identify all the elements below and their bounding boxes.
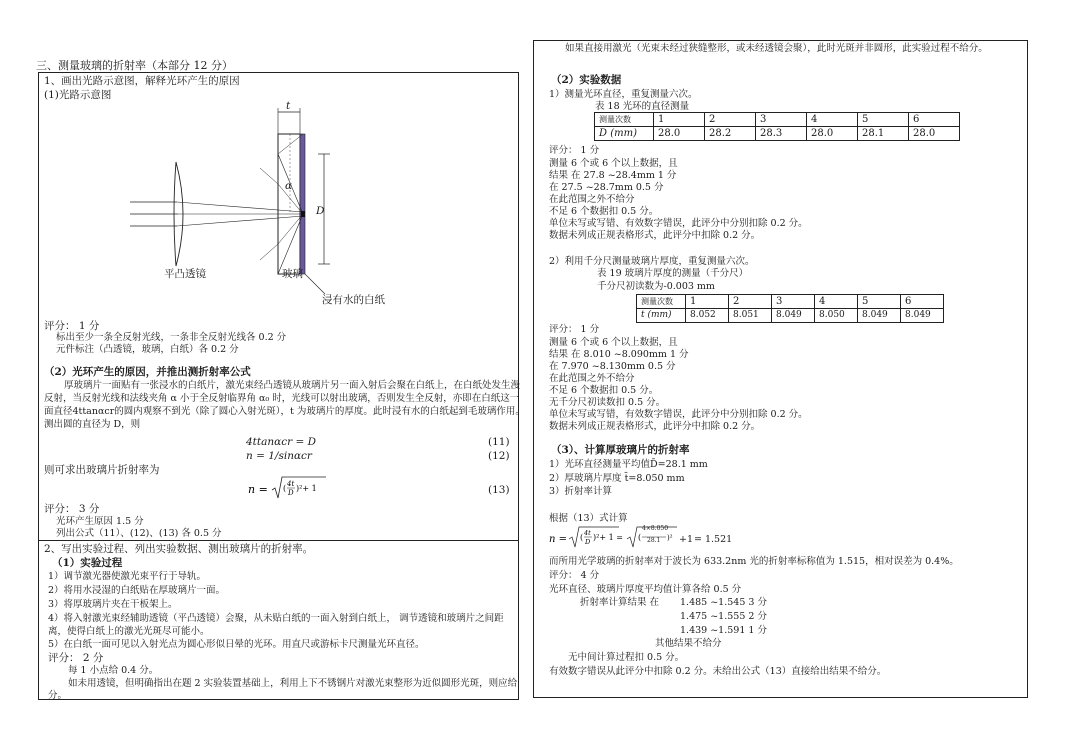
eq-11: 4ttanαcr = D <box>246 436 317 448</box>
score3-line-1: 光环产生原因 1.5 分 <box>56 516 144 527</box>
table-cell: 8.049 <box>901 309 944 323</box>
svg-text:(: ( <box>638 533 642 542</box>
top-note: 如果直接用激光（光束未经过狭缝整形，或未经透镜会聚），此时光斑并非圆形，此实验过程不给分。 <box>565 43 988 54</box>
left-divider <box>38 540 519 541</box>
s2-heading: 2、写出实验过程、列出实验数据、测出玻璃片的折射率。 <box>44 543 314 555</box>
table-row <box>595 113 960 127</box>
label-alpha: α <box>285 180 293 192</box>
svg-text:D: D <box>288 489 294 497</box>
svg-text:4t: 4t <box>287 480 295 488</box>
table-cell: 8.049 <box>772 309 815 323</box>
n-range-2: 1.475 ~1.555 2 分 <box>680 611 767 622</box>
basis: 根据（13）式计算 <box>549 513 628 524</box>
table-cell: 28.0 <box>807 127 858 141</box>
eq-11-no: (11) <box>488 436 510 448</box>
para-line-1: 厚玻璃片一面贴有一张浸水的白纸片，激光束经凸透镜从玻璃片另一面入射后会聚在白纸上，在白纸处发生漫 <box>64 380 521 391</box>
section-title: 三、测量玻璃的折射率（本部分 12 分） <box>36 59 233 72</box>
step-5: 5）在白纸一面可见以入射光点为圆心形似日晕的光环。用直尺或游标卡尺测量光环直径。 <box>48 639 425 650</box>
score-a-4: 在此范围之外不给分 <box>549 194 635 205</box>
table-cell: 3 <box>772 295 815 309</box>
calc-line-1: 1）光环直径测量平均值D̄=28.1 mm <box>549 459 708 470</box>
s2-score-title: 评分： 2 分 <box>48 652 104 664</box>
table-cell: 8.052 <box>686 309 729 323</box>
other: 其他结果不给分 <box>655 638 722 649</box>
score1-line-1: 标出至少一条全反射光线，一条非全反射光线各 0.2 分 <box>56 332 287 343</box>
score-a-1: 测量 6 个或 6 个以上数据，且 <box>549 158 678 169</box>
table-cell: 4 <box>807 113 858 127</box>
then-text: 则可求出玻璃片折射率为 <box>44 464 160 476</box>
score-a-3: 在 27.5 ~28.7mm 0.5 分 <box>549 182 664 193</box>
step-1: 1）调节激光器使激光束平行于导轨。 <box>48 571 207 582</box>
svg-text:4t: 4t <box>584 529 591 537</box>
table-cell: 6 <box>901 295 944 309</box>
table-cell: 28.1 <box>858 127 909 141</box>
frac-den: 28.1 <box>647 537 661 544</box>
calc-line-3: 3）折射率计算 <box>549 486 613 497</box>
s2-sub1: （1）实验过程 <box>52 557 123 569</box>
t19-caption: 表 19 玻璃片厚度的测量（千分尺） <box>597 268 749 279</box>
frac-num: 4×8.050 <box>642 525 669 532</box>
svg-text:(: ( <box>580 533 584 542</box>
score1-line-2: 元件标注（凸透镜，玻璃，白纸）各 0.2 分 <box>56 344 239 355</box>
svg-text:)²+ 1 =: )²+ 1 = <box>593 533 623 542</box>
s2-score-cont: 分。 <box>48 690 68 701</box>
score-b-2: 结果 在 8.010 ~8.090mm 1 分 <box>549 349 689 360</box>
para-line-4: 测出圆的直径为 D，则 <box>44 419 141 430</box>
eq-12-no: (12) <box>488 450 510 462</box>
s2-score-line-1: 每 1 小点给 0.4 分。 <box>68 665 159 676</box>
eq-12: n = 1/sinαcr <box>246 450 312 462</box>
para-line-2: 反射，当反射光线和法线夹角 α 小于全反射临界角 α₀ 时，光线可以射出玻璃，否则发生全反射，亦即在白纸这一 <box>44 393 520 404</box>
label-t: t <box>286 100 291 112</box>
t19-init: 千分尺初读数为-0.003 mm <box>597 281 715 292</box>
table-cell: 3 <box>756 113 807 127</box>
score1-title: 评分： 1 分 <box>44 320 100 332</box>
step-3: 3）将厚玻璃片夹在干板架上。 <box>48 599 178 610</box>
table-cell: 6 <box>909 113 960 127</box>
table-18 <box>594 112 960 141</box>
s1-sub1: (1)光路示意图 <box>44 89 112 101</box>
score-a-0: 评分： 1 分 <box>549 145 600 156</box>
s1-heading: 1、画出光路示意图，解释光环产生的原因 <box>44 75 240 87</box>
table-cell: 8.049 <box>858 309 901 323</box>
eq-13-no: (13) <box>488 484 510 496</box>
svg-text:)²: )² <box>667 534 673 542</box>
table-cell: 8.050 <box>815 309 858 323</box>
table-row <box>595 127 960 141</box>
score-b-0: 评分： 1 分 <box>549 324 600 335</box>
table-cell: 2 <box>729 295 772 309</box>
t18-caption: 表 18 光环的直径测量 <box>595 101 690 112</box>
score3-title: 评分： 3 分 <box>44 503 100 515</box>
para-line-3: 面直径4ttanαcr的圆内观察不到光（除了圆心入射光斑），t 为玻璃片的厚度。此时浸有水的白纸起到毛玻璃作用。 <box>44 406 525 417</box>
label-lens: 平凸透镜 <box>164 268 206 280</box>
score-a-2: 结果 在 27.8 ~28.4mm 1 分 <box>549 170 677 181</box>
score-b-4: 在此范围之外不给分 <box>549 373 635 384</box>
table-cell: 28.0 <box>909 127 960 141</box>
table-cell: 8.051 <box>729 309 772 323</box>
n-range-1: 1.485 ~1.545 3 分 <box>680 597 767 608</box>
n-range-3: 1.439 ~1.591 1 分 <box>680 625 767 636</box>
d1-title: 1）测量光环直径，重复测量六次。 <box>549 89 698 100</box>
score-c-0: 评分： 4 分 <box>549 570 600 581</box>
score-b-7: 单位未写或写错，有效数字错误，此评分中分别扣除 0.2 分。 <box>549 409 808 420</box>
table-cell: 测量次数 <box>595 113 654 127</box>
label-glass: 玻璃 <box>282 268 303 280</box>
frac-tail: +1 <box>679 534 694 545</box>
svg-text:n =: n = <box>248 483 268 496</box>
step-4: 4）将入射激光束经辅助透镜（平凸透镜）会聚，从未贴白纸的一面入射到白纸上， 调节透镜和玻璃片之间距 <box>48 613 504 624</box>
s2-score-line-2: 如未用透镜，但明确指出在题 2 实验装置基础上，利用上下不锈钢片对激光束整形为近似圆形光斑，则应给 <box>68 678 518 689</box>
svg-text:n =: n = <box>549 534 567 545</box>
calc-heading: （3）、计算厚玻璃片的折射率 <box>551 444 690 456</box>
table-cell: 1 <box>686 295 729 309</box>
svg-text:)²+ 1: )²+ 1 <box>296 484 317 493</box>
score-b-8: 数据未列成正规表格形式，此评分中扣除 0.2 分。 <box>549 421 761 432</box>
eq-13-formula <box>248 474 328 504</box>
score-b-1: 测量 6 个或 6 个以上数据，且 <box>549 337 678 348</box>
svg-text:(: ( <box>283 484 287 493</box>
score-c-1: 光环直径、玻璃片厚度平均值计算各给 0.5 分 <box>549 584 742 595</box>
svg-text:D: D <box>585 538 591 546</box>
table-cell: 1 <box>654 113 705 127</box>
d2-title: 2）利用千分尺测量玻璃片厚度，重复测量六次。 <box>549 256 755 267</box>
table-cell: 2 <box>705 113 756 127</box>
table-cell: 28.0 <box>654 127 705 141</box>
table-row <box>637 309 944 323</box>
table-cell: 28.3 <box>756 127 807 141</box>
step-4b: 离，使得白纸上的激光光斑尽可能小。 <box>48 626 210 637</box>
calc-line-2: 2）厚玻璃片厚度 t̄=8.050 mm <box>549 473 685 484</box>
s1-sub2: （2）光环产生的原因，并推出测折射率公式 <box>44 366 251 378</box>
table-cell: t (mm) <box>637 309 686 323</box>
score-a-6: 单位未写或写错、有效数字错误，此评分中分别扣除 0.2 分。 <box>549 218 808 229</box>
last-line: 有效数字错误从此评分中扣除 0.2 分。未给出公式（13）直接给出结果不给分。 <box>549 666 887 677</box>
score-a-5: 不足 6 个数据扣 0.5 分。 <box>549 206 659 217</box>
no-proc: 无中间计算过程扣 0.5 分。 <box>568 652 685 663</box>
compare: 而所用光学玻璃的折射率对于波长为 633.2nm 光的折射率标称值为 1.515，相对误差为 0.4%。 <box>549 556 959 567</box>
table-cell: 28.2 <box>705 127 756 141</box>
score-a-7: 数据未列成正规表格形式，此评分中扣除 0.2 分。 <box>549 230 761 241</box>
score3-line-2: 列出公式（11）、(12)、(13) 各 0.5 分 <box>56 528 222 539</box>
table-cell: 5 <box>858 113 909 127</box>
score-b-3: 在 7.970 ~8.130mm 0.5 分 <box>549 361 676 372</box>
table-19 <box>636 294 944 323</box>
score-b-6: 无千分尺初读数扣 0.5 分。 <box>549 397 666 408</box>
label-D: D <box>316 205 325 217</box>
label-paper: 浸有水的白纸 <box>322 294 385 306</box>
score-b-5: 不足 6 个数据扣 0.5 分。 <box>549 385 659 396</box>
table-cell: 4 <box>815 295 858 309</box>
table-row <box>637 295 944 309</box>
n-title: 折射率计算结果 在 <box>580 597 660 608</box>
data-heading: （2）实验数据 <box>551 74 622 86</box>
step-2: 2）将用水浸湿的白纸贴在厚玻璃片一面。 <box>48 585 226 596</box>
result-value: = 1.521 <box>694 534 733 545</box>
table-cell: 测量次数 <box>637 295 686 309</box>
table-cell: D (mm) <box>595 127 654 141</box>
table-cell: 5 <box>858 295 901 309</box>
